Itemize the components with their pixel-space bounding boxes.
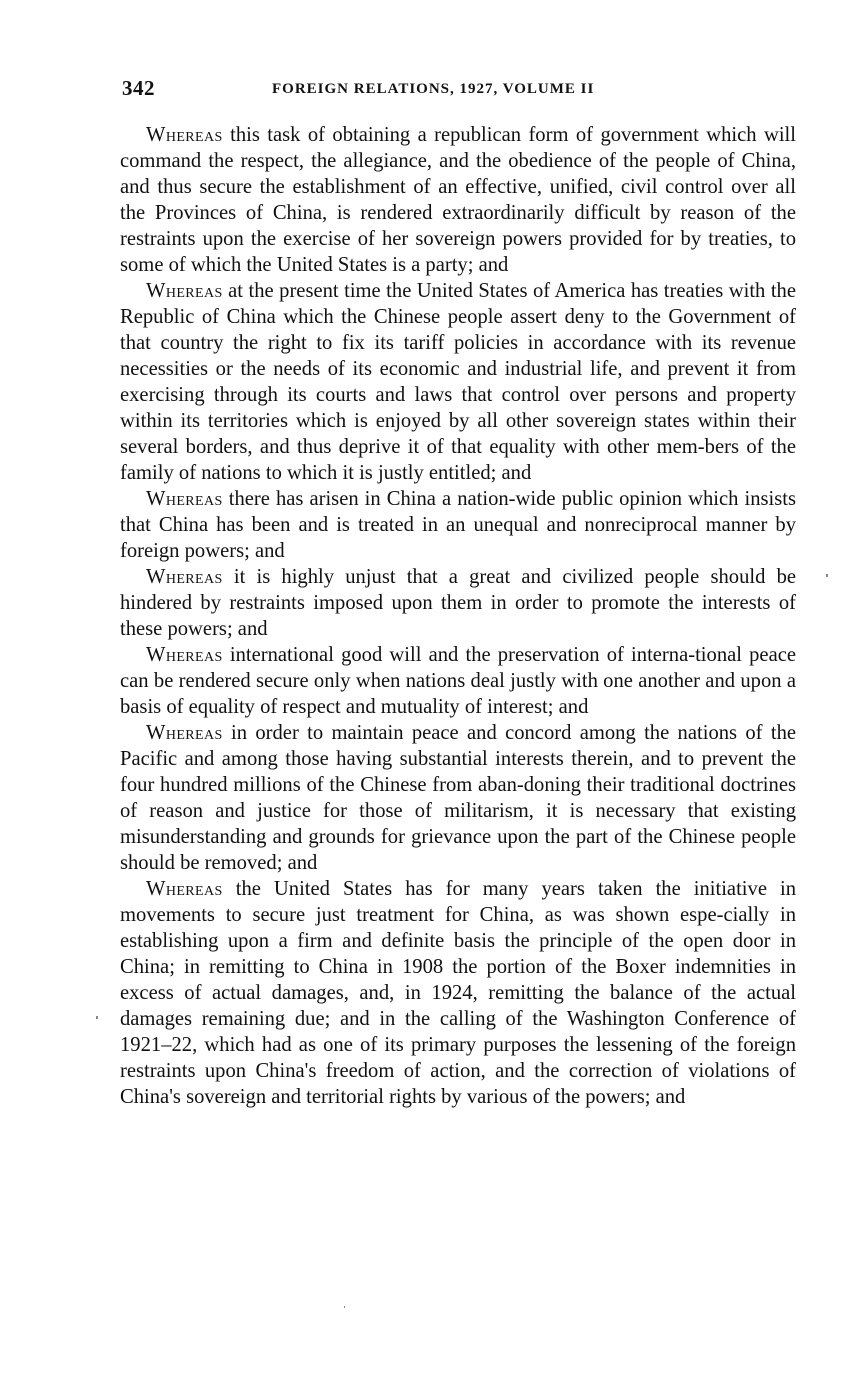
paragraph-text: in order to maintain peace and concord among the nations of the Pacific and among those having substantial interests therein, and to prevent the four hundred millions of the Chinese from aban-doning their traditional doctrines of reason and justice for those of militarism, it is necessary that existing misunderstanding and grounds for grievance upon the part of the Chinese people should be removed; and — [120, 722, 796, 874]
scan-speck — [344, 1306, 345, 1308]
paragraph — [120, 486, 796, 564]
paragraph-text: this task of obtaining a republican form of government which will command the respect, the allegiance, and the obedience of the people of China, and thus secure the establishment of an effective, unified, civil control over all the Provinces of China, is rendered extraordinarily difficult by reason of the restraints upon the exercise of her sovereign powers provided for by treaties, to some of which the United States is a party; and — [120, 124, 796, 276]
paragraph-text: international good will and the preservation of interna-tional peace can be rendered secure only when nations deal justly with one another and upon a basis of equality of respect and mutuality of interest; and — [120, 644, 796, 718]
running-head — [122, 76, 802, 106]
paragraph-lead: Whereas — [146, 644, 223, 666]
paragraph — [120, 720, 796, 876]
body-text — [120, 122, 796, 1110]
paragraph-text: the United States has for many years taken the initiative in movements to secure just treatment for China, as was shown espe-cially in establishing upon a firm and definite basis the principle of the open door in China; in remitting to China in 1908 the portion of the Boxer indemnities in excess of actual damages, and, in 1924, remitting the balance of the actual damages remaining due; and in the calling of the Washington Conference of 1921–22, which had as one of its primary purposes the lessening of the foreign restraints upon China's freedom of action, and the correction of violations of China's sovereign and territorial rights by various of the powers; and — [120, 878, 796, 1108]
paragraph — [120, 642, 796, 720]
paragraph-text: at the present time the United States of America has treaties with the Republic of China which the Chinese people assert deny to the Government of that country the right to fix its tariff policies in accordance with its revenue necessities or the needs of its economic and industrial life, and prevent it from exercising through its courts and laws that control over persons and property within its territories which is enjoyed by all other sovereign states within their several borders, and thus deprive it of that equality with other mem-bers of the family of nations to which it is justly entitled; and — [120, 280, 796, 484]
paragraph-lead: Whereas — [146, 878, 223, 900]
page-number: 342 — [122, 76, 155, 100]
scan-speck — [96, 1016, 98, 1019]
paragraph — [120, 876, 796, 1110]
paragraph-lead: Whereas — [146, 280, 223, 302]
running-title: FOREIGN RELATIONS, 1927, VOLUME II — [272, 81, 595, 97]
paragraph-text: there has arisen in China a nation-wide public opinion which insists that China has been and is treated in an unequal and nonreciprocal manner by foreign powers; and — [120, 488, 796, 562]
paragraph-lead: Whereas — [146, 722, 223, 744]
paragraph — [120, 122, 796, 278]
paragraph-lead: Whereas — [146, 124, 223, 146]
paragraph — [120, 278, 796, 486]
paragraph-text: it is highly unjust that a great and civilized people should be hindered by restraints imposed upon them in order to promote the interests of these powers; and — [120, 566, 797, 640]
paragraph-lead: Whereas — [146, 488, 223, 510]
paragraph — [120, 564, 796, 642]
scan-speck — [826, 574, 828, 577]
paragraph-lead: Whereas — [146, 566, 223, 588]
